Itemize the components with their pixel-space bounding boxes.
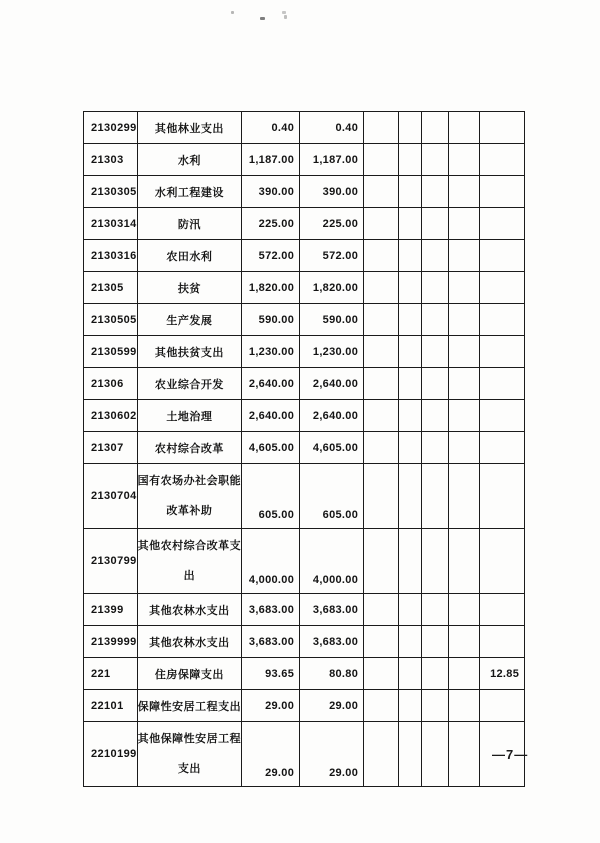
- empty-cell-4: [449, 722, 480, 787]
- empty-cell-2: [399, 400, 422, 432]
- empty-cell-3: [422, 144, 449, 176]
- code-cell: 2130799: [84, 529, 138, 594]
- empty-cell-4: [449, 368, 480, 400]
- empty-cell-4: [449, 594, 480, 626]
- code-cell: 2130505: [84, 304, 138, 336]
- table-row: [84, 240, 525, 272]
- amount-cell-1: 29.00: [242, 690, 300, 722]
- empty-cell-4: [449, 112, 480, 144]
- empty-cell-2: [399, 690, 422, 722]
- amount-cell-1: 0.40: [242, 112, 300, 144]
- amount-cell-3: [480, 368, 525, 400]
- empty-cell-1: [364, 272, 399, 304]
- table-row: [84, 529, 525, 594]
- empty-cell-1: [364, 529, 399, 594]
- amount-cell-3: [480, 594, 525, 626]
- empty-cell-3: [422, 690, 449, 722]
- amount-cell-2: 225.00: [300, 208, 364, 240]
- empty-cell-3: [422, 368, 449, 400]
- empty-cell-1: [364, 112, 399, 144]
- empty-cell-3: [422, 304, 449, 336]
- name-cell: 防汛: [137, 208, 242, 240]
- code-cell: 2210199: [84, 722, 138, 787]
- table-row: [84, 690, 525, 722]
- amount-cell-3: [480, 432, 525, 464]
- name-cell: 生产发展: [137, 304, 242, 336]
- empty-cell-4: [449, 144, 480, 176]
- amount-cell-1: 390.00: [242, 176, 300, 208]
- table-row: [84, 272, 525, 304]
- empty-cell-3: [422, 432, 449, 464]
- amount-cell-2: 80.80: [300, 658, 364, 690]
- table-row: [84, 594, 525, 626]
- empty-cell-4: [449, 626, 480, 658]
- empty-cell-3: [422, 594, 449, 626]
- empty-cell-4: [449, 529, 480, 594]
- empty-cell-4: [449, 658, 480, 690]
- amount-cell-2: 1,230.00: [300, 336, 364, 368]
- name-cell: 其他农林水支出: [137, 594, 242, 626]
- amount-cell-3: [480, 112, 525, 144]
- amount-cell-3: [480, 464, 525, 529]
- amount-cell-2: 3,683.00: [300, 626, 364, 658]
- empty-cell-4: [449, 432, 480, 464]
- code-cell: 2130299: [84, 112, 138, 144]
- empty-cell-1: [364, 208, 399, 240]
- amount-cell-1: 3,683.00: [242, 626, 300, 658]
- table-row: [84, 112, 525, 144]
- empty-cell-3: [422, 112, 449, 144]
- empty-cell-2: [399, 304, 422, 336]
- table-row: [84, 722, 525, 787]
- code-cell: 2130305: [84, 176, 138, 208]
- empty-cell-3: [422, 176, 449, 208]
- amount-cell-1: 572.00: [242, 240, 300, 272]
- empty-cell-3: [422, 240, 449, 272]
- empty-cell-3: [422, 208, 449, 240]
- empty-cell-3: [422, 336, 449, 368]
- amount-cell-2: 3,683.00: [300, 594, 364, 626]
- name-cell: 其他农林水支出: [137, 626, 242, 658]
- empty-cell-1: [364, 722, 399, 787]
- empty-cell-4: [449, 400, 480, 432]
- empty-cell-3: [422, 272, 449, 304]
- name-cell: 农村综合改革: [137, 432, 242, 464]
- empty-cell-1: [364, 626, 399, 658]
- amount-cell-3: 12.85: [480, 658, 525, 690]
- amount-cell-2: 4,000.00: [300, 529, 364, 594]
- code-cell: 21303: [84, 144, 138, 176]
- amount-cell-1: 3,683.00: [242, 594, 300, 626]
- empty-cell-2: [399, 658, 422, 690]
- amount-cell-3: [480, 272, 525, 304]
- empty-cell-2: [399, 240, 422, 272]
- amount-cell-1: 1,187.00: [242, 144, 300, 176]
- empty-cell-4: [449, 240, 480, 272]
- code-cell: 221: [84, 658, 138, 690]
- amount-cell-2: 29.00: [300, 690, 364, 722]
- empty-cell-2: [399, 112, 422, 144]
- table-row: [84, 658, 525, 690]
- empty-cell-4: [449, 272, 480, 304]
- table-row: [84, 400, 525, 432]
- amount-cell-1: 1,230.00: [242, 336, 300, 368]
- table-row: [84, 176, 525, 208]
- amount-cell-2: 0.40: [300, 112, 364, 144]
- table-row: [84, 464, 525, 529]
- amount-cell-3: [480, 529, 525, 594]
- name-cell: 农业综合开发: [137, 368, 242, 400]
- empty-cell-1: [364, 240, 399, 272]
- amount-cell-2: 605.00: [300, 464, 364, 529]
- name-cell: 农田水利: [137, 240, 242, 272]
- empty-cell-2: [399, 272, 422, 304]
- name-cell: 国有农场办社会职能 改革补助: [137, 464, 242, 529]
- amount-cell-1: 4,000.00: [242, 529, 300, 594]
- table-row: [84, 626, 525, 658]
- empty-cell-2: [399, 594, 422, 626]
- scan-speck: [282, 11, 286, 14]
- empty-cell-4: [449, 690, 480, 722]
- amount-cell-3: [480, 336, 525, 368]
- amount-cell-1: 29.00: [242, 722, 300, 787]
- empty-cell-1: [364, 400, 399, 432]
- budget-table-body: [84, 112, 525, 787]
- empty-cell-1: [364, 658, 399, 690]
- table-row: [84, 304, 525, 336]
- page-number: —7—: [492, 747, 529, 762]
- empty-cell-4: [449, 464, 480, 529]
- amount-cell-2: 590.00: [300, 304, 364, 336]
- empty-cell-4: [449, 208, 480, 240]
- amount-cell-1: 93.65: [242, 658, 300, 690]
- amount-cell-3: [480, 144, 525, 176]
- name-cell: 其他林业支出: [137, 112, 242, 144]
- empty-cell-2: [399, 722, 422, 787]
- name-cell: 扶贫: [137, 272, 242, 304]
- table-row: [84, 368, 525, 400]
- amount-cell-2: 2,640.00: [300, 368, 364, 400]
- code-cell: 2130704: [84, 464, 138, 529]
- amount-cell-3: [480, 690, 525, 722]
- name-cell: 其他扶贫支出: [137, 336, 242, 368]
- empty-cell-2: [399, 368, 422, 400]
- amount-cell-2: 1,820.00: [300, 272, 364, 304]
- empty-cell-2: [399, 529, 422, 594]
- empty-cell-3: [422, 464, 449, 529]
- empty-cell-4: [449, 336, 480, 368]
- name-cell: 水利工程建设: [137, 176, 242, 208]
- empty-cell-1: [364, 144, 399, 176]
- empty-cell-4: [449, 304, 480, 336]
- scan-speck: [284, 15, 287, 19]
- name-cell: 其他农村综合改革支 出: [137, 529, 242, 594]
- amount-cell-2: 390.00: [300, 176, 364, 208]
- empty-cell-2: [399, 432, 422, 464]
- code-cell: 2130316: [84, 240, 138, 272]
- table-row: [84, 144, 525, 176]
- name-cell: 其他保障性安居工程 支出: [137, 722, 242, 787]
- scan-speck: [231, 11, 234, 14]
- empty-cell-2: [399, 144, 422, 176]
- empty-cell-1: [364, 304, 399, 336]
- amount-cell-2: 2,640.00: [300, 400, 364, 432]
- table-row: [84, 432, 525, 464]
- amount-cell-2: 29.00: [300, 722, 364, 787]
- code-cell: 21307: [84, 432, 138, 464]
- empty-cell-1: [364, 464, 399, 529]
- name-cell: 保障性安居工程支出: [137, 690, 242, 722]
- empty-cell-2: [399, 464, 422, 529]
- amount-cell-1: 590.00: [242, 304, 300, 336]
- code-cell: 2130599: [84, 336, 138, 368]
- code-cell: 21305: [84, 272, 138, 304]
- empty-cell-2: [399, 626, 422, 658]
- budget-expenditure-table: [83, 111, 525, 787]
- amount-cell-3: [480, 176, 525, 208]
- code-cell: 2139999: [84, 626, 138, 658]
- code-cell: 22101: [84, 690, 138, 722]
- amount-cell-1: 1,820.00: [242, 272, 300, 304]
- empty-cell-1: [364, 432, 399, 464]
- code-cell: 21306: [84, 368, 138, 400]
- amount-cell-1: 2,640.00: [242, 368, 300, 400]
- empty-cell-3: [422, 626, 449, 658]
- code-cell: 2130314: [84, 208, 138, 240]
- amount-cell-1: 4,605.00: [242, 432, 300, 464]
- empty-cell-2: [399, 176, 422, 208]
- scan-speck: [260, 17, 265, 20]
- empty-cell-3: [422, 658, 449, 690]
- table-row: [84, 336, 525, 368]
- empty-cell-1: [364, 594, 399, 626]
- name-cell: 住房保障支出: [137, 658, 242, 690]
- amount-cell-3: [480, 626, 525, 658]
- empty-cell-3: [422, 529, 449, 594]
- code-cell: 21399: [84, 594, 138, 626]
- amount-cell-1: 225.00: [242, 208, 300, 240]
- empty-cell-3: [422, 400, 449, 432]
- amount-cell-2: 4,605.00: [300, 432, 364, 464]
- empty-cell-1: [364, 336, 399, 368]
- amount-cell-3: [480, 208, 525, 240]
- amount-cell-1: 2,640.00: [242, 400, 300, 432]
- amount-cell-3: [480, 304, 525, 336]
- empty-cell-3: [422, 722, 449, 787]
- name-cell: 水利: [137, 144, 242, 176]
- empty-cell-4: [449, 176, 480, 208]
- empty-cell-1: [364, 176, 399, 208]
- amount-cell-1: 605.00: [242, 464, 300, 529]
- amount-cell-2: 572.00: [300, 240, 364, 272]
- empty-cell-2: [399, 208, 422, 240]
- name-cell: 土地治理: [137, 400, 242, 432]
- amount-cell-3: [480, 400, 525, 432]
- empty-cell-1: [364, 690, 399, 722]
- amount-cell-3: [480, 240, 525, 272]
- empty-cell-2: [399, 336, 422, 368]
- amount-cell-2: 1,187.00: [300, 144, 364, 176]
- table-row: [84, 208, 525, 240]
- code-cell: 2130602: [84, 400, 138, 432]
- empty-cell-1: [364, 368, 399, 400]
